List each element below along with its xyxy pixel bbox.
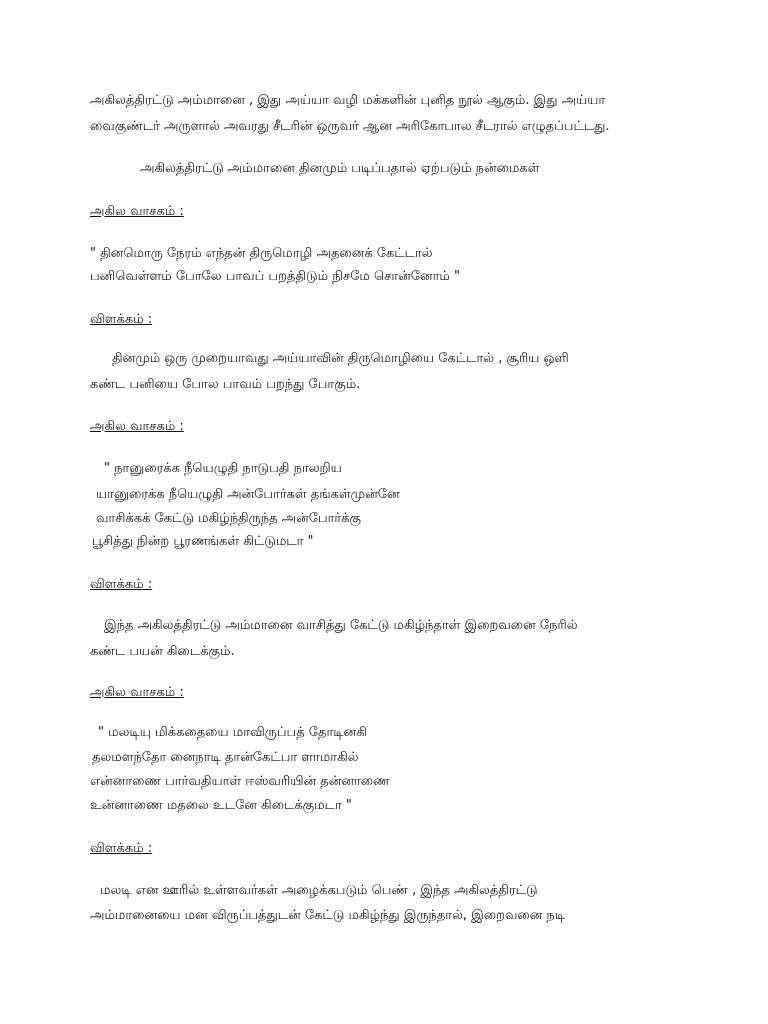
- explanation-line: இந்த அகிலத்திரட்டு அம்மானை வாசித்து கேட்டு மகிழ்ந்தாள் இறைவனை நேரில்: [104, 618, 578, 633]
- intro-line-2: வைகுண்டர் அருளால் அவரது சீடரின் ஒருவர் ஆன அரிகோபால சீடரால் எழுதப்பட்டது.: [90, 119, 610, 134]
- section-heading: அகில வாசகம் :: [90, 204, 184, 219]
- section-heading: விளக்கம் :: [90, 577, 153, 592]
- explanation-line: கண்ட பனியை போல பாவம் பறந்து போகும்.: [90, 377, 361, 392]
- section-heading: விளக்கம் :: [90, 841, 153, 856]
- explanation-line: மலடி என ஊரில் உள்ளவர்கள் அழைக்கபடும் பெண் , இந்த அகிலத்திரட்டு: [100, 883, 538, 898]
- verse-line: " தினமொரு நேரம் எந்தன் திருமொழி அதனைக் கேட்டால்: [90, 246, 433, 261]
- intro-line-1: அகிலத்திரட்டு அம்மானை , இது அய்யா வழி மக்களின் புனித நூல் ஆகும். இது அய்யா: [90, 93, 606, 108]
- verse-line: " நானுரைக்க நீயெழுதி நாடுபதி நாலறிய: [104, 461, 342, 476]
- verse-line: தலமளந்தோ னைநாடி தான்கேட்பா ளாமாகில்: [92, 750, 359, 765]
- document-title: அகிலத்திரட்டு அம்மானை தினமும் படிப்பதால் ஏற்படும் நன்மைகள்: [140, 161, 540, 176]
- verse-line: பூசித்து நின்ற பூரணங்கள் கிட்டுமடா ": [92, 534, 314, 549]
- verse-line: " மலடியு மிக்கதையை மாவிருப்பத் தோடினகி: [98, 725, 367, 740]
- section-heading: அகில வாசகம் :: [90, 685, 184, 700]
- section-heading: அகில வாசகம் :: [90, 419, 184, 434]
- explanation-line: தினமும் ஒரு முறையாவது அய்யாவின் திருமொழியை கேட்டால் , சூரிய ஒளி: [112, 351, 569, 366]
- explanation-line: அம்மானையை மன விருப்பத்துடன் கேட்டு மகிழ்ந்து இருந்தால், இறைவனை நடி: [90, 908, 566, 923]
- verse-line: உன்னாணை மதலை உடனே கிடைக்குமடா ": [90, 798, 352, 813]
- section-heading: விளக்கம் :: [90, 312, 153, 327]
- verse-line: வாசிக்கக் கேட்டு மகிழ்ந்திருந்த அன்போர்க்கு: [96, 511, 362, 526]
- verse-line: யானுரைக்க நீயெழுதி அன்போர்கள் தங்கள்முன்னே: [96, 487, 400, 502]
- explanation-line: கண்ட பயன் கிடைக்கும்.: [90, 644, 235, 659]
- verse-line: என்னாணை பார்வதியாள் ஈஸ்வரியின் தன்னாணை: [90, 774, 390, 789]
- verse-line: பனிவெள்ளம் போலே பாவப் பறத்திடும் நிசமே சொன்னோம் ": [90, 269, 460, 284]
